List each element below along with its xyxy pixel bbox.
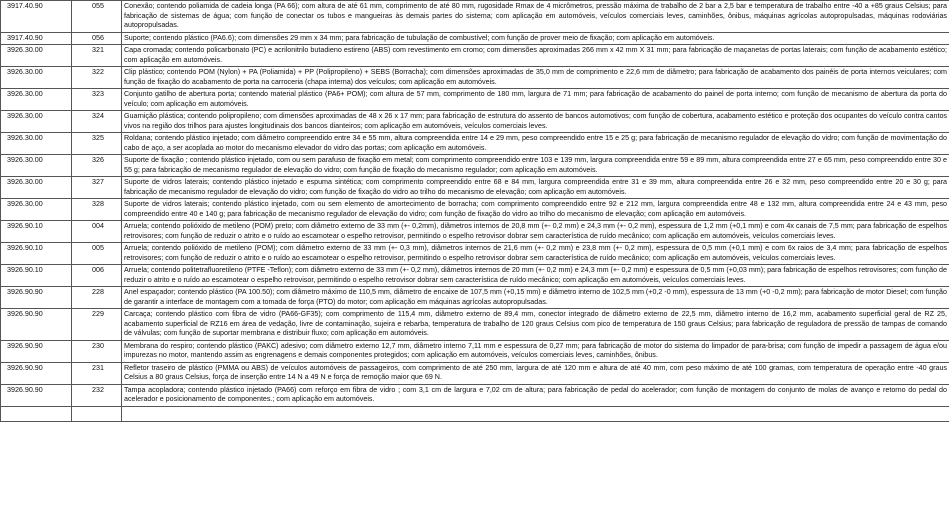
- description-cell: Arruela; contendo polióxido de metileno (POM); com diâmetro externo de 33 mm (+- 0,3 mm), diâmetros internos de 21,6 mm (+- 0,2 mm) e 23,8 mm (+- 0,2 mm), espessura de 0,5 mm (+0,1 mm) e com 6x raios de 3,4 mm; para fabricação de espelhos retrovisores; com função de reduzir o atrito e o ruído ao escamotear o espelho retrovisor, permitindo o espelho retrovisor dobrar sem característica de ruído mecânico; com aplicação em automóveis, veículos comerciais leves.: [122, 243, 949, 265]
- ex-code-cell: 056: [72, 32, 122, 45]
- empty-cell: [122, 406, 949, 421]
- description-cell: Arruela; contendo politetrafluoretileno (PTFE -Teflon); com diâmetro externo de 33 mm (+- 0,2 mm), diâmetros internos de 20 mm (+- 0,2 mm) e 24,3 mm (+- 0,2 mm) e espessura de 0,5 mm (+0,03 mm); para fabricação de espelhos retrovisores; com função de reduzir o atrito e o ruído ao escamotear o espelho retrovisor, permitindo o espelho retrovisor dobrar sem característica de ruído mecânico; com aplicação em automóveis, veículos comerciais leves.: [122, 265, 949, 287]
- description-cell: Conjunto gatilho de abertura porta; contendo material plástico (PA6+ POM); com altura de 57 mm, comprimento de 180 mm, largura de 71 mm; para fabricação de acabamento do painel de porta interno; com função de mecanismo de abertura da porta do veículo; com aplicação em automóveis.: [122, 89, 949, 111]
- description-cell: Guarnição plástica; contendo polipropileno; com dimensões aproximadas de 48 x 26 x 17 mm; para fabricação de estrutura do assento de bancos automotivos; com função de cobertura, acabamento estético e proteção dos ocupantes do veículo contra cantos vivos na região dos trilhos para ajustes longitudinais dos bancos dianteiros; com aplicação em automóveis, veículos comerciais leves.: [122, 111, 949, 133]
- ncm-code-cell: 3926.90.10: [1, 243, 72, 265]
- ncm-code-cell: 3926.90.90: [1, 384, 72, 406]
- ncm-code-cell: 3926.30.00: [1, 67, 72, 89]
- description-cell: Clip plástico; contendo POM (Nylon) + PA (Poliamida) + PP (Polipropileno) + SEBS (Borracha); com dimensões aproximadas de 35,0 mm de comprimento e 22,6 mm de diâmetro; para fabricação de acabamento dos painéis de porta internos veiculares; com função de fixação do acabamento de porta na carroceria (chapa interna) dos veículos; com aplicação em automóveis.: [122, 67, 949, 89]
- table-row: [1, 133, 949, 155]
- table-row: [1, 362, 949, 384]
- ncm-code-cell: 3926.30.00: [1, 111, 72, 133]
- ex-code-cell: 228: [72, 287, 122, 309]
- ex-code-cell: 232: [72, 384, 122, 406]
- ex-code-cell: 323: [72, 89, 122, 111]
- description-cell: Arruela; contendo polióxido de metileno (POM) preto; com diâmetro externo de 33 mm (+- 0,2mm), diâmetros internos de 20,8 mm (+- 0,2 mm) e 24,3 mm (+- 0,2 mm), espessura de 1,2 mm (+0,1 mm) e com 4x canais de 7,5 mm; para fabricação de espelhos retrovisores; com função de reduzir o atrito e o ruído ao escamotear o espelho retrovisor, permitindo o espelho retrovisor dobrar sem característica de ruído mecânico; com aplicação em automóveis, veículos comerciais leves.: [122, 221, 949, 243]
- description-cell: Membrana do respiro; contendo plástico (PAKC) adesivo; com diâmetro externo 12,7 mm, diâmetro interno 7,11 mm e espessura de 0,27 mm; para fabricação de motor do sistema do limpador de para-brisa; com função de impedir a passagem de água e/ou impurezas no motor, mantendo assim as engrenagens e demais componentes protegidos; com aplicação em automóveis, veículos comerciais leves, caminhões, ônibus.: [122, 340, 949, 362]
- ncm-code-cell: 3926.90.90: [1, 362, 72, 384]
- table-row: [1, 32, 949, 45]
- ncm-code-cell: 3926.90.90: [1, 340, 72, 362]
- table-row: [1, 67, 949, 89]
- table-row-empty: [1, 406, 949, 421]
- ex-code-cell: 324: [72, 111, 122, 133]
- tariff-table-body: [1, 1, 949, 422]
- table-row: [1, 340, 949, 362]
- table-row: [1, 111, 949, 133]
- description-cell: Suporte de fixação ; contendo plástico injetado, com ou sem parafuso de fixação em metal; com comprimento compreendido entre 103 e 139 mm, largura compreendida entre 59 e 89 mm, altura compreendida entre 27 e 65 mm, peso compreendido entre 30 e 55 g; para fabricação de mecanismo regulador de elevação do vidro; com função de fixação do mecanismo regulador; com aplicação em automóveis.: [122, 155, 949, 177]
- ex-code-cell: 229: [72, 309, 122, 341]
- description-cell: Anel espaçador; contendo plástico (PA 100.50); com diâmetro máximo de 110,5 mm, diâmetro de encaixe de 107,5 mm (+0,15 mm) e diâmetro interno de 102,5 mm (+0,2 -0 mm), espessura de 13 mm (+0 -0,2 mm); para fabricação de motor Diesel; com função de garantir a interface de montagem com a tomada de força (PTO) do motor; com aplicação em máquinas agrícolas autopropulsadas.: [122, 287, 949, 309]
- description-cell: Roldana; contendo plástico injetado; com diâmetro compreendido entre 34 e 55 mm, altura compreendida entre 14 e 29 mm, peso compreendido entre 15 e 25 g; para fabricação de mecanismo regulador de elevação do vidro; com função de movimentação do cabo de aço, a ser acoplada ao motor do mecanismo elevador do vidro das portas; com aplicação em automóveis.: [122, 133, 949, 155]
- description-cell: Suporte de vidros laterais; contendo plástico injetado, com ou sem elemento de amortecimento de borracha; com comprimento compreendido entre 92 e 212 mm, largura compreendida entre 48 e 132 mm, altura compreendida entre 24 e 43 mm, peso compreendido entre 40 e 140 g; para fabricação de mecanismo regulador de elevação do vidro; com função de fixação do vidro ao trilho do mecanismo de elevação; com aplicação em automóveis.: [122, 199, 949, 221]
- ncm-code-cell: 3926.90.90: [1, 309, 72, 341]
- empty-cell: [72, 406, 122, 421]
- table-row: [1, 199, 949, 221]
- ex-code-cell: 325: [72, 133, 122, 155]
- ex-code-cell: 006: [72, 265, 122, 287]
- ex-code-cell: 328: [72, 199, 122, 221]
- ex-code-cell: 055: [72, 1, 122, 33]
- ex-code-cell: 327: [72, 177, 122, 199]
- description-cell: Suporte de vidros laterais; contendo plástico injetado e espuma sintética; com comprimento compreendido entre 68 e 84 mm, largura compreendida entre 31 e 39 mm, altura compreendida entre 26 e 32 mm, peso compreendido entre 20 e 30 g; para fabricação de mecanismo regulador de elevação do vidro; com função de fixação do vidro ao trilho do mecanismo de elevação; com aplicação em automóveis.: [122, 177, 949, 199]
- ncm-code-cell: 3917.40.90: [1, 32, 72, 45]
- ex-code-cell: 230: [72, 340, 122, 362]
- ex-code-cell: 004: [72, 221, 122, 243]
- table-row: [1, 1, 949, 33]
- table-row: [1, 177, 949, 199]
- description-cell: Carcaça; contendo plástico com fibra de vidro (PA66-GF35); com comprimento de 115,4 mm, diâmetro externo de 89,4 mm, conector integrado de diâmetro externo de 22,5 mm, diâmetro interno de 16,2 mm, acabamento superficial geral de RZ 25, acabamento superficial de RZ16 em área de vedação, livre de contaminação, sujeira e rebarba, temperatura de trabalho de 120 graus Celsius com pico de temperatura de 150 graus Celsius; para fabricação de reguladora de pressão de tampas de comando de válvulas; com função de suportar membrana e distribuir fluxo; com aplicação em automóveis.: [122, 309, 949, 341]
- ex-code-cell: 321: [72, 45, 122, 67]
- ex-code-cell: 326: [72, 155, 122, 177]
- ex-code-cell: 322: [72, 67, 122, 89]
- description-cell: Tampa acopladora; contendo plástico injetado (PA66) com reforço em fibra de vidro ; com 3,1 cm de largura e 7,02 cm de altura; para fabricação de pedal do acelerador; com função de montagem do conjunto de molas de avanço e retorno do pedal do acelerador e posicionamento de componentes.; com aplicação em automóveis.: [122, 384, 949, 406]
- ncm-code-cell: 3926.30.00: [1, 89, 72, 111]
- description-cell: Capa cromada; contendo policarbonato (PC) e acrilonitrilo butadieno estireno (ABS) com revestimento em cromo; com dimensões aproximadas 266 mm x 42 mm X 31 mm; para fabricação de maçanetas de portas laterais; com função de acabamento estético; com aplicação em automóveis.: [122, 45, 949, 67]
- ncm-code-cell: 3926.30.00: [1, 45, 72, 67]
- table-row: [1, 89, 949, 111]
- ncm-code-cell: 3926.30.00: [1, 177, 72, 199]
- ncm-code-cell: 3917.40.90: [1, 1, 72, 33]
- ex-code-cell: 231: [72, 362, 122, 384]
- ncm-code-cell: 3926.90.10: [1, 265, 72, 287]
- description-cell: Conexão; contendo poliamida de cadeia longa (PA 66); com altura de até 61 mm, comprimento de até 80 mm, rugosidade Rmax de 4 micrômetros, pressão máxima de trabalho de 2 bar a 2,5 bar e temperatura de trabalho entre -40 a +85 graus Celsius; para fabricação de sistemas de água; com função de conectar os tubos e mangueiras às demais partes do sistema; com aplicação em automóveis, veículos comerciais leves, caminhões, ônibus, máquinas agrícolas autopropulsadas, máquinas rodoviárias autopropulsadas.: [122, 1, 949, 33]
- table-row: [1, 155, 949, 177]
- ncm-code-cell: 3926.90.90: [1, 287, 72, 309]
- ncm-code-cell: 3926.30.00: [1, 133, 72, 155]
- table-row: [1, 309, 949, 341]
- ncm-code-cell: 3926.30.00: [1, 199, 72, 221]
- table-row: [1, 384, 949, 406]
- ncm-code-cell: 3926.90.10: [1, 221, 72, 243]
- description-cell: Suporte; contendo plástico (PA6.6); com dimensões 29 mm x 34 mm; para fabricação de tubulação de combustível; com função de prover meio de fixação; com aplicação em automóveis.: [122, 32, 949, 45]
- table-row: [1, 265, 949, 287]
- description-cell: Refletor traseiro de plástico (PMMA ou ABS) de veículos automóveis de passageiros, com comprimento de até 250 mm, largura de até 120 mm e altura de até 40 mm, com peso máximo de até 100 gramas, com temperatura de operação entre -40 graus Celsius a 80 graus Celsius, força de inserção entre 14 N a 49 N e força de remoção maior que 69 N.: [122, 362, 949, 384]
- ncm-code-cell: 3926.30.00: [1, 155, 72, 177]
- table-row: [1, 45, 949, 67]
- table-row: [1, 287, 949, 309]
- table-row: [1, 243, 949, 265]
- ex-code-cell: 005: [72, 243, 122, 265]
- table-row: [1, 221, 949, 243]
- empty-cell: [1, 406, 72, 421]
